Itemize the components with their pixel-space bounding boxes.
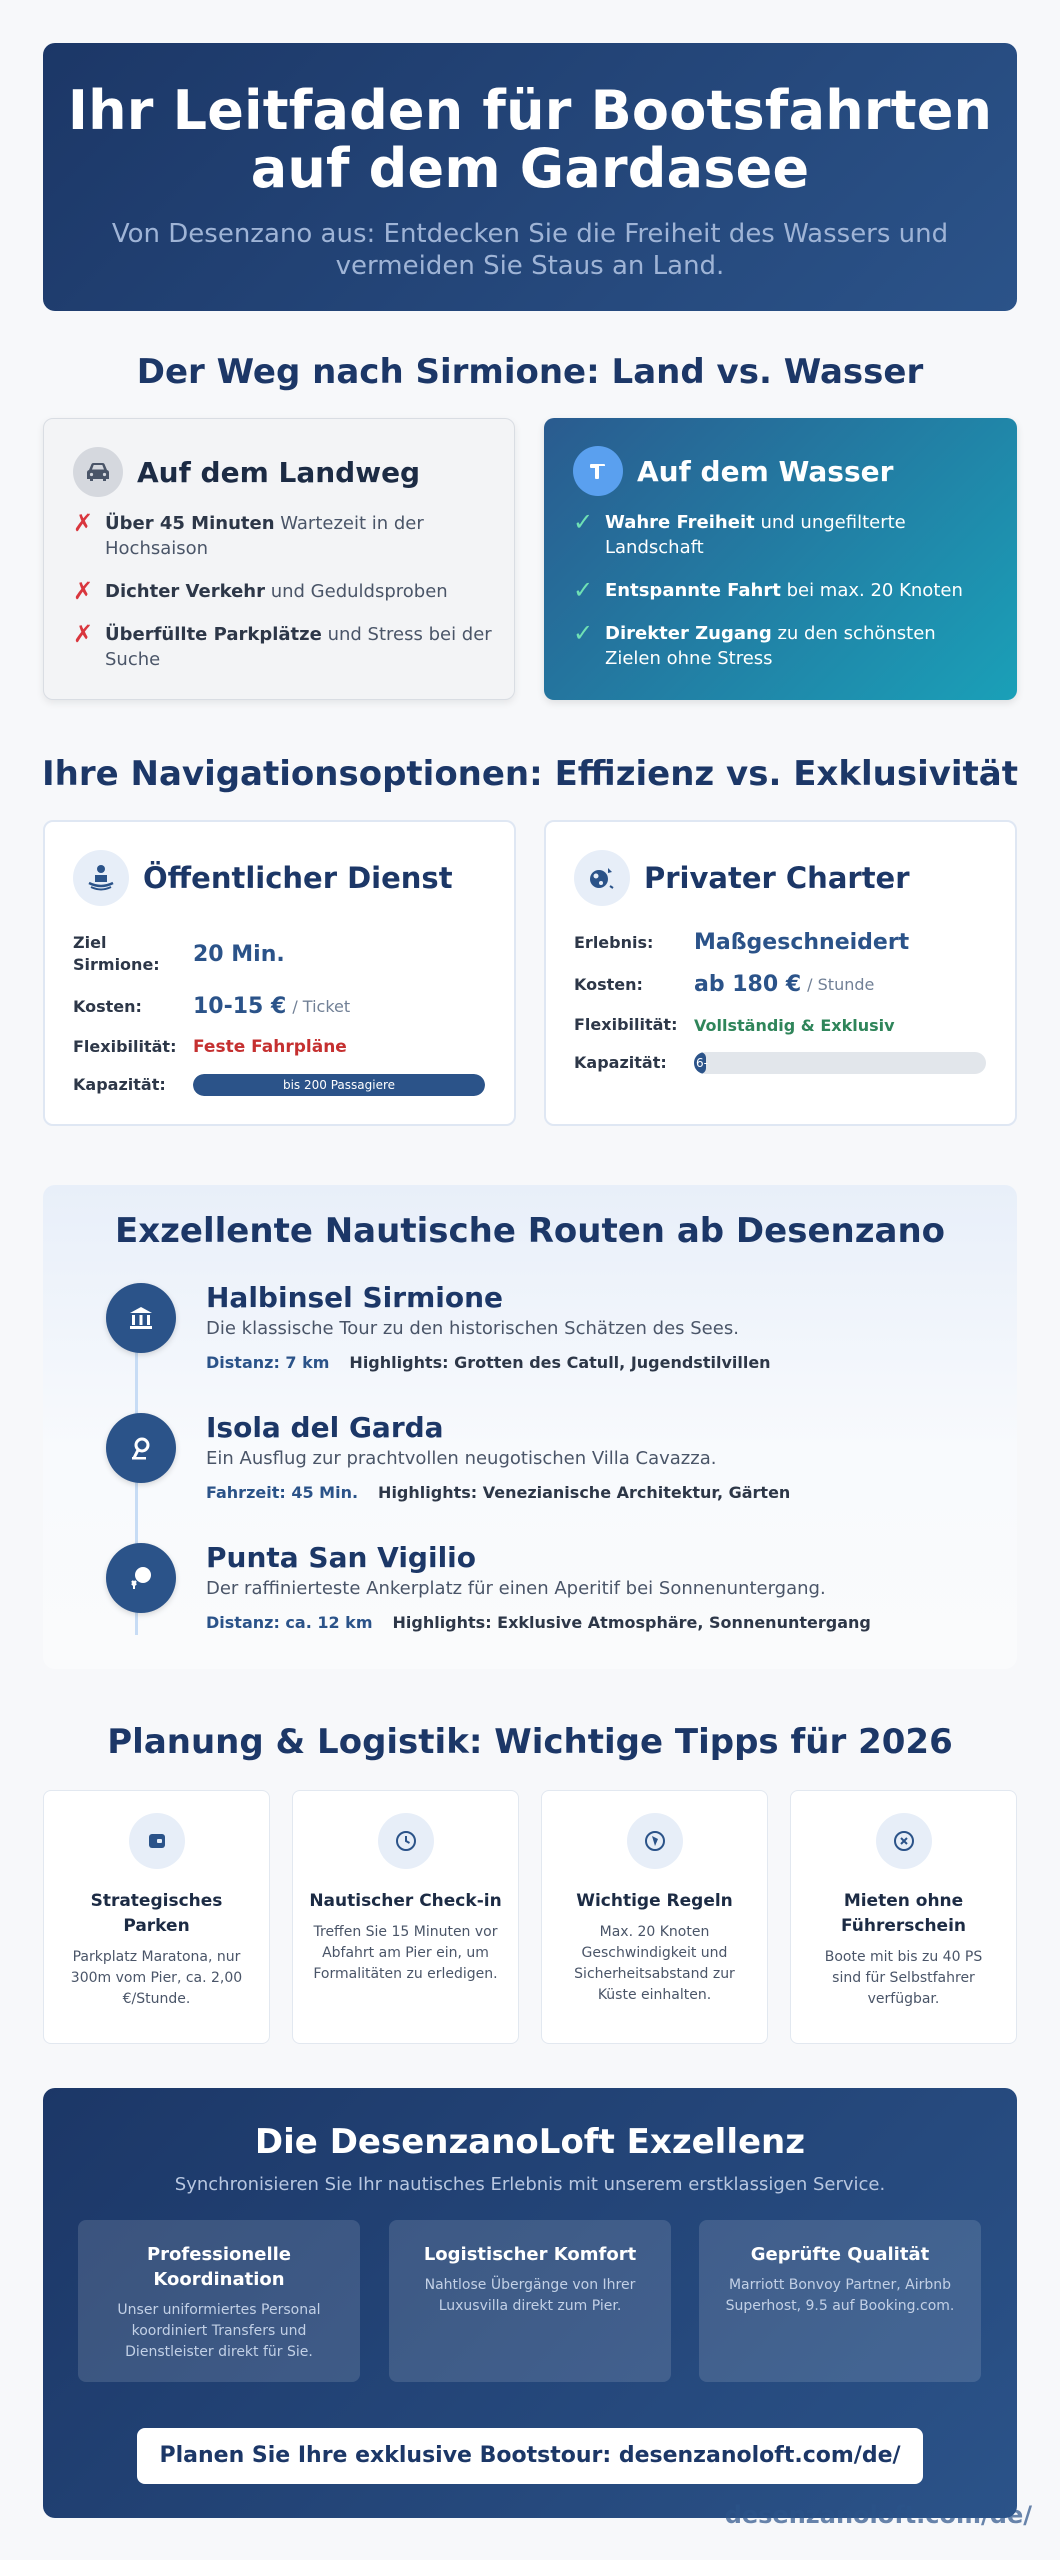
- public-row-flexibility: [73, 1036, 347, 1058]
- public-service-card: [43, 820, 516, 1126]
- row-value: Maßgeschneidert: [694, 930, 910, 955]
- compass-icon: [627, 1813, 683, 1869]
- plan-tour-button[interactable]: Planen Sie Ihre exklusive Bootstour: desenzanoloft.com/de/: [137, 2428, 923, 2484]
- route-highlights: Highlights: Exklusive Atmosphäre, Sonnenuntergang: [392, 1613, 871, 1632]
- feature-title: Professionelle Koordination: [146, 2244, 291, 2290]
- excellence-subtitle: Synchronisieren Sie Ihr nautisches Erlebnis mit unserem erstklassigen Service.: [174, 2174, 886, 2195]
- list-item: [573, 510, 993, 560]
- row-label: Flexibilität:: [574, 1015, 678, 1034]
- item-text: Wartezeit in der Hochsaison: [105, 513, 424, 559]
- public-card-title: Öffentlicher Dienst: [143, 861, 453, 895]
- hero-subtitle: Von Desenzano aus: Entdecken Sie die Freiheit des Wassers und vermeiden Sie Staus an Land.: [111, 219, 949, 281]
- check-icon: ✓: [573, 576, 594, 604]
- sail-icon: [573, 446, 623, 496]
- route-name: Punta San Vigilio: [206, 1541, 477, 1574]
- feature-card: [78, 2220, 360, 2382]
- list-item: [73, 622, 493, 672]
- private-card-title: Privater Charter: [644, 861, 910, 895]
- yacht-icon: [574, 850, 630, 906]
- item-strong: Dichter Verkehr: [105, 581, 265, 602]
- water-card-title: Auf dem Wasser: [637, 454, 894, 488]
- item-text: und ungefilterte Landschaft: [605, 512, 906, 558]
- route-description: Ein Ausflug zur prachtvollen neugotischen Villa Cavazza.: [206, 1448, 717, 1469]
- museum-icon: [106, 1283, 176, 1353]
- feature-card: [389, 2220, 671, 2382]
- feature-text: Marriott Bonvoy Partner, Airbnb Superhost, 9.5 auf Booking.com.: [725, 2277, 955, 2314]
- route-description: Die klassische Tour zu den historischen Schätzen des Sees.: [206, 1318, 739, 1339]
- private-charter-card: [544, 820, 1017, 1126]
- route-name: Halbinsel Sirmione: [206, 1281, 504, 1314]
- car-icon: [73, 447, 123, 497]
- item-text: und Stress bei der Suche: [105, 624, 492, 670]
- tip-title: Nautischer Check-in: [309, 1891, 502, 1911]
- tip-title: Mieten ohne Führerschein: [840, 1891, 967, 1936]
- route-meta: [206, 1353, 771, 1372]
- tip-card-no-license: [790, 1790, 1017, 2044]
- page-title: Ihr Leitfaden für Bootsfahrten auf dem Gardasee: [67, 79, 993, 200]
- tip-card-parking: [43, 1790, 270, 2044]
- row-label: Kapazität:: [73, 1075, 166, 1094]
- clock-icon: [378, 1813, 434, 1869]
- tip-text: Treffen Sie 15 Minuten vor Abfahrt am Pier ein, um Formalitäten zu erledigen.: [313, 1924, 498, 1982]
- route-meta: [206, 1613, 871, 1632]
- private-row-cost: [574, 972, 874, 997]
- item-strong: Direkter Zugang: [605, 623, 772, 644]
- row-label: Flexibilität:: [73, 1037, 177, 1056]
- tips-title: Planung & Logistik: Wichtige Tipps für 2026: [107, 1722, 953, 1762]
- feature-title: Logistischer Komfort: [423, 2244, 637, 2265]
- check-icon: ✓: [573, 619, 594, 647]
- item-text: zu den schönsten Zielen ohne Stress: [605, 623, 936, 669]
- feature-text: Unser uniformiertes Personal koordiniert Transfers und Dienstleister direkt für Sie.: [117, 2302, 321, 2360]
- route-duration: Fahrzeit: 45 Min.: [206, 1483, 359, 1502]
- tip-text: Parkplatz Maratona, nur 300m vom Pier, ca. 2,00 €/Stunde.: [70, 1949, 243, 2007]
- tip-card-rules: [541, 1790, 768, 2044]
- comparison-title: Der Weg nach Sirmione: Land vs. Wasser: [136, 352, 924, 392]
- row-unit: / Stunde: [807, 975, 875, 994]
- item-text: bei max. 20 Knoten: [780, 580, 963, 601]
- cross-icon: ✗: [73, 509, 94, 537]
- capacity-bar: [193, 1074, 485, 1096]
- public-card-header: [73, 850, 453, 906]
- row-value: Vollständig & Exklusiv: [694, 1015, 895, 1035]
- row-label: Kapazität:: [574, 1053, 667, 1072]
- private-row-capacity: [574, 1052, 986, 1074]
- excellence-section: [43, 2088, 1017, 2518]
- route-meta: [206, 1483, 790, 1502]
- route-highlights: Highlights: Grotten des Catull, Jugendstilvillen: [349, 1353, 771, 1372]
- list-item: [73, 579, 493, 604]
- private-row-experience: [574, 930, 909, 955]
- ferry-passenger-icon: [73, 850, 129, 906]
- row-label: Kosten:: [574, 974, 643, 994]
- tip-title: Wichtige Regeln: [576, 1891, 733, 1911]
- water-card-header: [573, 446, 893, 496]
- feature-title: Geprüfte Qualität: [750, 2244, 930, 2265]
- list-item: [573, 578, 993, 603]
- item-strong: Entspannte Fahrt: [605, 580, 781, 601]
- public-row-cost: [73, 994, 350, 1019]
- villa-icon: [106, 1413, 176, 1483]
- footer-url-link[interactable]: desenzanoloft.com/de/: [724, 2501, 1032, 2529]
- item-strong: Über 45 Minuten: [105, 513, 275, 534]
- private-row-flexibility: [574, 1014, 895, 1036]
- tip-title: Strategisches Parken: [90, 1891, 223, 1936]
- route-distance: Distanz: 7 km: [206, 1353, 330, 1372]
- cross-icon: ✗: [73, 577, 94, 605]
- land-card-title: Auf dem Landweg: [137, 455, 421, 489]
- row-unit: / Ticket: [292, 997, 351, 1016]
- hero-banner: [43, 43, 1017, 311]
- feature-card: [699, 2220, 981, 2382]
- land-route-card: [43, 418, 515, 700]
- route-highlights: Highlights: Venezianische Architektur, Gärten: [378, 1483, 791, 1502]
- row-value: 20 Min.: [193, 941, 285, 967]
- tip-text: Max. 20 Knoten Geschwindigkeit und Sicherheitsabstand zur Küste einhalten.: [574, 1924, 735, 2003]
- row-value: Feste Fahrpläne: [193, 1037, 347, 1057]
- land-drawbacks-list: [73, 511, 493, 690]
- capacity-bar: [694, 1052, 986, 1074]
- routes-title: Exzellente Nautische Routen ab Desenzano: [114, 1211, 946, 1251]
- item-strong: Überfüllte Parkplätze: [105, 624, 322, 645]
- item-text: und Geduldsproben: [264, 581, 448, 602]
- sunset-glass-icon: [106, 1543, 176, 1613]
- item-strong: Wahre Freiheit: [605, 512, 755, 533]
- no-license-icon: [876, 1813, 932, 1869]
- check-icon: ✓: [573, 508, 594, 536]
- tip-card-checkin: [292, 1790, 519, 2044]
- feature-text: Nahtlose Übergänge von Ihrer Luxusvilla direkt zum Pier.: [424, 2277, 636, 2314]
- row-value: ab 180 €: [694, 972, 802, 997]
- water-benefits-list: [573, 510, 993, 689]
- route-distance: Distanz: ca. 12 km: [206, 1613, 373, 1632]
- capacity-bar-fill: bis 200 Passagiere: [193, 1074, 485, 1096]
- capacity-bar-fill: 6-: [694, 1052, 706, 1074]
- navigation-title: Ihre Navigationsoptionen: Effizienz vs. Exklusivität: [41, 754, 1018, 794]
- list-item: [73, 511, 493, 561]
- tip-text: Boote mit bis zu 40 PS sind für Selbstfahrer verfügbar.: [824, 1949, 983, 2007]
- route-name: Isola del Garda: [206, 1411, 444, 1444]
- public-row-destination: [73, 932, 285, 976]
- row-label: Kosten:: [73, 996, 142, 1016]
- parking-icon: [129, 1813, 185, 1869]
- row-label: Ziel Sirmione:: [73, 933, 160, 974]
- private-card-header: [574, 850, 910, 906]
- row-value: 10-15 €: [193, 994, 287, 1019]
- list-item: [573, 621, 993, 671]
- route-description: Der raffinierteste Ankerplatz für einen Aperitif bei Sonnenuntergang.: [206, 1578, 826, 1599]
- water-route-card: [544, 418, 1017, 700]
- excellence-title: Die DesenzanoLoft Exzellenz: [254, 2122, 806, 2162]
- land-card-header: [73, 447, 420, 497]
- routes-section: [43, 1185, 1017, 1669]
- row-label: Erlebnis:: [574, 932, 654, 952]
- public-row-capacity: [73, 1074, 485, 1096]
- cross-icon: ✗: [73, 620, 94, 648]
